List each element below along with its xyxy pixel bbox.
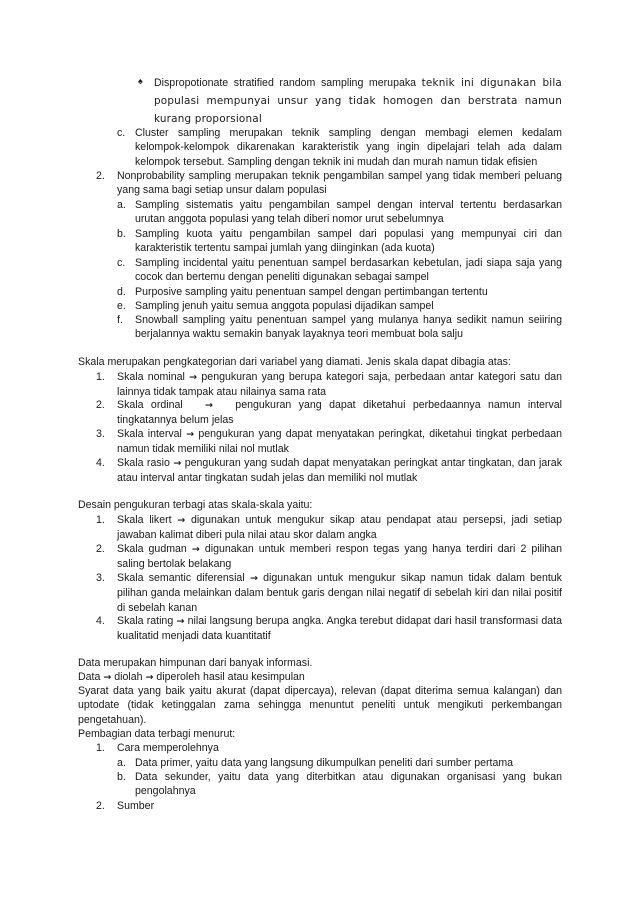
list-item xyxy=(117,198,562,227)
syarat-paragraph: Syarat data yang baik yaitu akurat (dapat dipercaya), relevan (dapat diterima semua kalangan) dan uptodate (tidak ketinggalan zama sehingga menuntut peneliti untuk mengikuti perkembangan pengetahuan). xyxy=(78,685,562,726)
list-item-data-sekunder xyxy=(117,770,562,799)
list-marker: c. xyxy=(117,127,126,139)
list-text: Sumber xyxy=(117,800,155,812)
list-text: Data sekunder, yaitu data yang diterbitkan atau digunakan organisasi yang bukan pengolahnya xyxy=(135,771,562,798)
list-item-skala-rating xyxy=(96,614,562,644)
list-item xyxy=(117,313,562,342)
list-item-skala-ordinal xyxy=(96,398,562,428)
list-item xyxy=(117,285,562,299)
list-item-skala-nominal xyxy=(96,370,562,400)
list-item-skala-likert xyxy=(96,513,562,543)
list-marker: a. xyxy=(117,199,126,211)
definition: pengukuran yang berupa kategori saja, perbedaan antar kategori satu dan lainnya tidak tampak atau nilainya sama rata xyxy=(117,371,563,399)
list-marker: c. xyxy=(117,257,126,269)
pembagian-intro: Pembagian data terbagi menurut: xyxy=(78,728,236,740)
arrow-right-icon: → xyxy=(205,400,213,411)
term: Skala nominal xyxy=(117,371,185,383)
term: Skala interval xyxy=(117,428,182,440)
list-marker: 2. xyxy=(96,170,105,182)
list-marker: f. xyxy=(117,314,123,326)
skala-intro: Skala merupakan pengkategorian dari variabel yang diamati. Jenis skala dapat dibagia atas: xyxy=(78,356,511,368)
list-marker: 2. xyxy=(96,800,105,812)
arrow-right-icon: → xyxy=(249,573,258,584)
list-item-cara xyxy=(96,741,562,755)
list-item-cluster xyxy=(117,126,562,169)
data-definition: Data merupakan himpunan dari banyak informasi. xyxy=(78,657,313,669)
list-marker: b. xyxy=(117,771,126,783)
list-text: Cara memperolehnya xyxy=(117,742,219,754)
list-marker: 3. xyxy=(96,572,105,584)
list-item-sumber xyxy=(96,799,562,813)
list-item-skala-gudman xyxy=(96,542,562,572)
definition: pengukuran yang sudah dapat menyatakan peringkat antar tingkatan, dan jarak atau interval antar tingkatan sudah jelas dan memiliki nol mutlak xyxy=(117,457,562,485)
spade-bullet-icon: ♠ xyxy=(138,76,143,86)
list-text: Snowball sampling yaitu penentuan sampel yang mulanya hanya sedikit namun seiiring berjalannya waktu semakin banyak layaknya teori membuat bola salju xyxy=(135,314,562,341)
list-item-skala-interval xyxy=(96,427,562,457)
term: Skala semantic diferensial xyxy=(117,572,245,584)
data-flow: Data → diolah → diperoleh hasil atau kesimpulan xyxy=(78,671,305,683)
list-item-skala-semantic xyxy=(96,571,562,615)
list-item xyxy=(117,256,562,285)
arrow-right-icon: → xyxy=(145,672,154,683)
term: Skala rasio xyxy=(117,457,170,469)
list-marker: 2. xyxy=(96,399,105,411)
arrow-right-icon: → xyxy=(177,515,186,526)
list-marker: b. xyxy=(117,228,126,240)
list-item-nonprobability xyxy=(96,169,562,198)
bullet-text-lead: Dispropotionate stratified random sampling merupaka xyxy=(154,77,417,89)
definition: digunakan untuk mengukur sikap namun tidak dalam bentuk pilihan ganda melainkan dalam bentuk garis dengan nilai negatif di sebelah kiri dan nilai positif di sebelah kanan xyxy=(117,572,562,614)
list-marker: 1. xyxy=(96,514,105,526)
definition: pengukuran yang dapat diketahui perbedaannya namun interval tingkatannya belum jelas xyxy=(117,399,562,427)
list-marker: a. xyxy=(117,757,126,769)
list-text: Cluster sampling merupakan teknik sampling dengan membagi elemen kedalam kelompok-kelompok dikarenakan karakteristik yang ingin dipelajari telah ada dalam kelompok tersebut. Sampling dengan teknik ini mudah dan murah namun tidak efisien xyxy=(135,127,562,168)
definition: nilai langsung berupa angka. Angka terebut didapat dari hasil transformasi data kualitatid menjadi data kuantitatif xyxy=(117,615,562,643)
arrow-right-icon: → xyxy=(176,616,185,627)
arrow-right-icon: → xyxy=(173,458,182,469)
arrow-right-icon: → xyxy=(186,429,195,440)
bullet-item-dispropotionate xyxy=(138,74,562,128)
list-text: Nonprobability sampling merupakan teknik pengambilan sampel yang tidak memberi peluang yang sama bagi setiap unsur dalam populasi xyxy=(117,170,562,197)
list-marker: 2. xyxy=(96,543,105,555)
definition: digunakan untuk memberi respon tegas yang hanya terdiri dari 2 pilihan saling bertolak belakang xyxy=(117,543,562,571)
bullet-text-rest: teknik ini digunakan bila populasi mempunyai unsur yang tidak homogen dan berstrata namun kurang proporsional xyxy=(154,77,562,125)
list-marker: 1. xyxy=(96,371,105,383)
arrow-right-icon: → xyxy=(189,372,198,383)
list-item-data-primer xyxy=(117,756,562,770)
list-text: Sampling kuota yaitu pengambilan sampel dari populasi yang mempunyai ciri dan karakteristik tertentu sampai jumlah yang diinginkan (ada kuota) xyxy=(135,228,562,255)
definition: pengukuran yang dapat menyatakan peringkat, diketahui tingkat perbedaan namun tidak memiliki nilai nol mutlak xyxy=(117,428,562,456)
term: Skala likert xyxy=(117,514,172,526)
list-text: Sampling jenuh yaitu semua anggota populasi dijadikan sampel xyxy=(135,300,434,312)
term: Skala gudman xyxy=(117,543,187,555)
arrow-right-icon: → xyxy=(191,544,200,555)
list-text: Sampling sistematis yaitu pengambilan sampel dengan interval tertentu berdasarkan urutan anggota populasi yang telah diberi nomor urut sebelumnya xyxy=(135,199,562,226)
list-item xyxy=(117,299,562,313)
list-marker: 4. xyxy=(96,457,105,469)
term: Skala ordinal xyxy=(117,399,183,411)
list-marker: 3. xyxy=(96,428,105,440)
list-marker: 4. xyxy=(96,615,105,627)
list-marker: d. xyxy=(117,286,126,298)
list-item xyxy=(117,227,562,256)
list-item-skala-rasio xyxy=(96,456,562,486)
list-text: Purposive sampling yaitu penentuan sampel dengan pertimbangan tertentu xyxy=(135,286,488,298)
term: Skala rating xyxy=(117,615,174,627)
list-marker: e. xyxy=(117,300,126,312)
definition: digunakan untuk mengukur sikap atau pendapat atau persepsi, jadi setiap jawaban kalimat diberi pula nilai atau skor dalam angka xyxy=(117,514,562,542)
list-text: Data primer, yaitu data yang langsung dikumpulkan peneliti dari sumber pertama xyxy=(135,757,514,769)
desain-intro: Desain pengukuran terbagi atas skala-skala yaitu: xyxy=(78,499,313,511)
arrow-right-icon: → xyxy=(103,672,112,683)
list-marker: 1. xyxy=(96,742,105,754)
list-text: Sampling incidental yaitu penentuan sampel berdasarkan kebetulan, jadi siapa saja yang cocok dan bertemu dengan peneliti digunakan sebagai sampel xyxy=(135,257,562,284)
